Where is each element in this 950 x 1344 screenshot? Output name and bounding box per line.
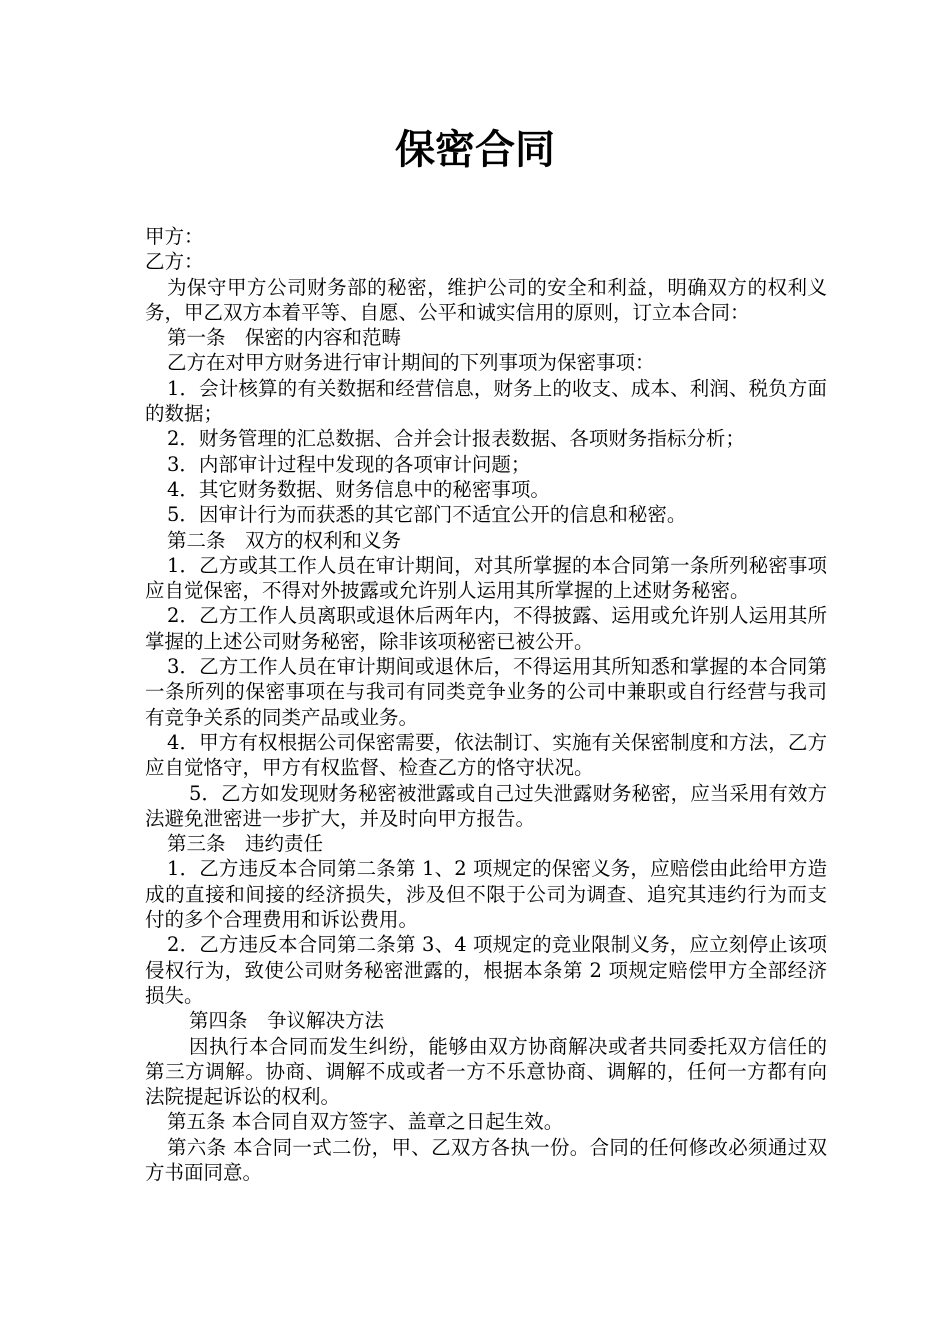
article-1-item-3: 3．内部审计过程中发现的各项审计问题； xyxy=(167,452,531,476)
article-2-item-4: 4．甲方有权根据公司保密需要，依法制订、实施有关保密制度和方法，乙方应自觉恪守，甲方有权监督、检查乙方的恪守状况。 xyxy=(145,730,827,780)
article-6: 第六条 本合同一式二份，甲、乙双方各执一份。合同的任何修改必须通过双方书面同意。 xyxy=(145,1135,827,1184)
article-2-item-3: 3．乙方工作人员在审计期间或退休后，不得运用其所知悉和掌握的本合同第一条所列的保密事项在与我司有同类竞争业务的公司中兼职或自行经营与我司有竞争关系的同类产品或业务。 xyxy=(145,655,827,729)
article-3-heading: 第三条 违约责任 xyxy=(167,832,324,856)
article-4-body: 因执行本合同而发生纠纷，能够由双方协商解决或者共同委托双方信任的第三方调解。协商、调解不成或者一方不乐意协商、调解的，任何一方都有向法院提起诉讼的权利。 xyxy=(145,1034,827,1109)
document-body xyxy=(145,224,827,1185)
document-title: 保密合同 xyxy=(395,127,555,173)
article-1-heading: 第一条 保密的内容和范畴 xyxy=(167,326,402,350)
article-4-heading: 第四条 争议解决方法 xyxy=(189,1009,385,1033)
article-1-item-4: 4．其它财务数据、财务信息中的秘密事项。 xyxy=(167,477,550,501)
article-2-item-5: 5．乙方如发现财务秘密被泄露或自己过失泄露财务秘密，应当采用有效方法避免泄密进一步扩大，并及时向甲方报告。 xyxy=(145,781,827,830)
article-1-item-5: 5．因审计行为而获悉的其它部门不适宜公开的信息和秘密。 xyxy=(167,503,687,527)
preamble-paragraph: 为保守甲方公司财务部的秘密，维护公司的安全和利益，明确双方的权利义务，甲乙双方本着平等、自愿、公平和诚实信用的原则，订立本合同： xyxy=(145,275,827,324)
party-b-line: 乙方： xyxy=(145,250,204,274)
article-3-item-2: 2．乙方违反本合同第二条第 3、4 项规定的竞业限制义务，应立刻停止该项侵权行为，致使公司财务秘密泄露的，根据本条第 2 项规定赔偿甲方全部经济损失。 xyxy=(145,933,827,1007)
article-2-item-1: 1．乙方或其工作人员在审计期间，对其所掌握的本合同第一条所列秘密事项应自觉保密，不得对外披露或允许别人运用其所掌握的上述财务秘密。 xyxy=(145,553,827,603)
article-2-heading: 第二条 双方的权利和义务 xyxy=(167,528,402,552)
article-3-item-1: 1．乙方违反本合同第二条第 1、2 项规定的保密义务，应赔偿由此给甲方造成的直接和间接的经济损失，涉及但不限于公司为调查、追究其违约行为而支付的多个合理费用和诉讼费用。 xyxy=(145,857,827,932)
party-a-line: 甲方： xyxy=(145,225,204,248)
article-5: 第五条 本合同自双方签字、盖章之日起生效。 xyxy=(167,1110,564,1134)
article-1-item-2: 2．财务管理的汇总数据、合并会计报表数据、各项财务指标分析； xyxy=(167,427,745,451)
article-1-intro: 乙方在对甲方财务进行审计期间的下列事项为保密事项： xyxy=(167,351,655,375)
article-1-item-1: 1．会计核算的有关数据和经营信息，财务上的收支、成本、利润、税负方面的数据； xyxy=(145,376,827,426)
article-2-item-2: 2．乙方工作人员离职或退休后两年内，不得披露、运用或允许别人运用其所掌握的上述公司财务秘密，除非该项秘密已被公开。 xyxy=(145,604,827,653)
